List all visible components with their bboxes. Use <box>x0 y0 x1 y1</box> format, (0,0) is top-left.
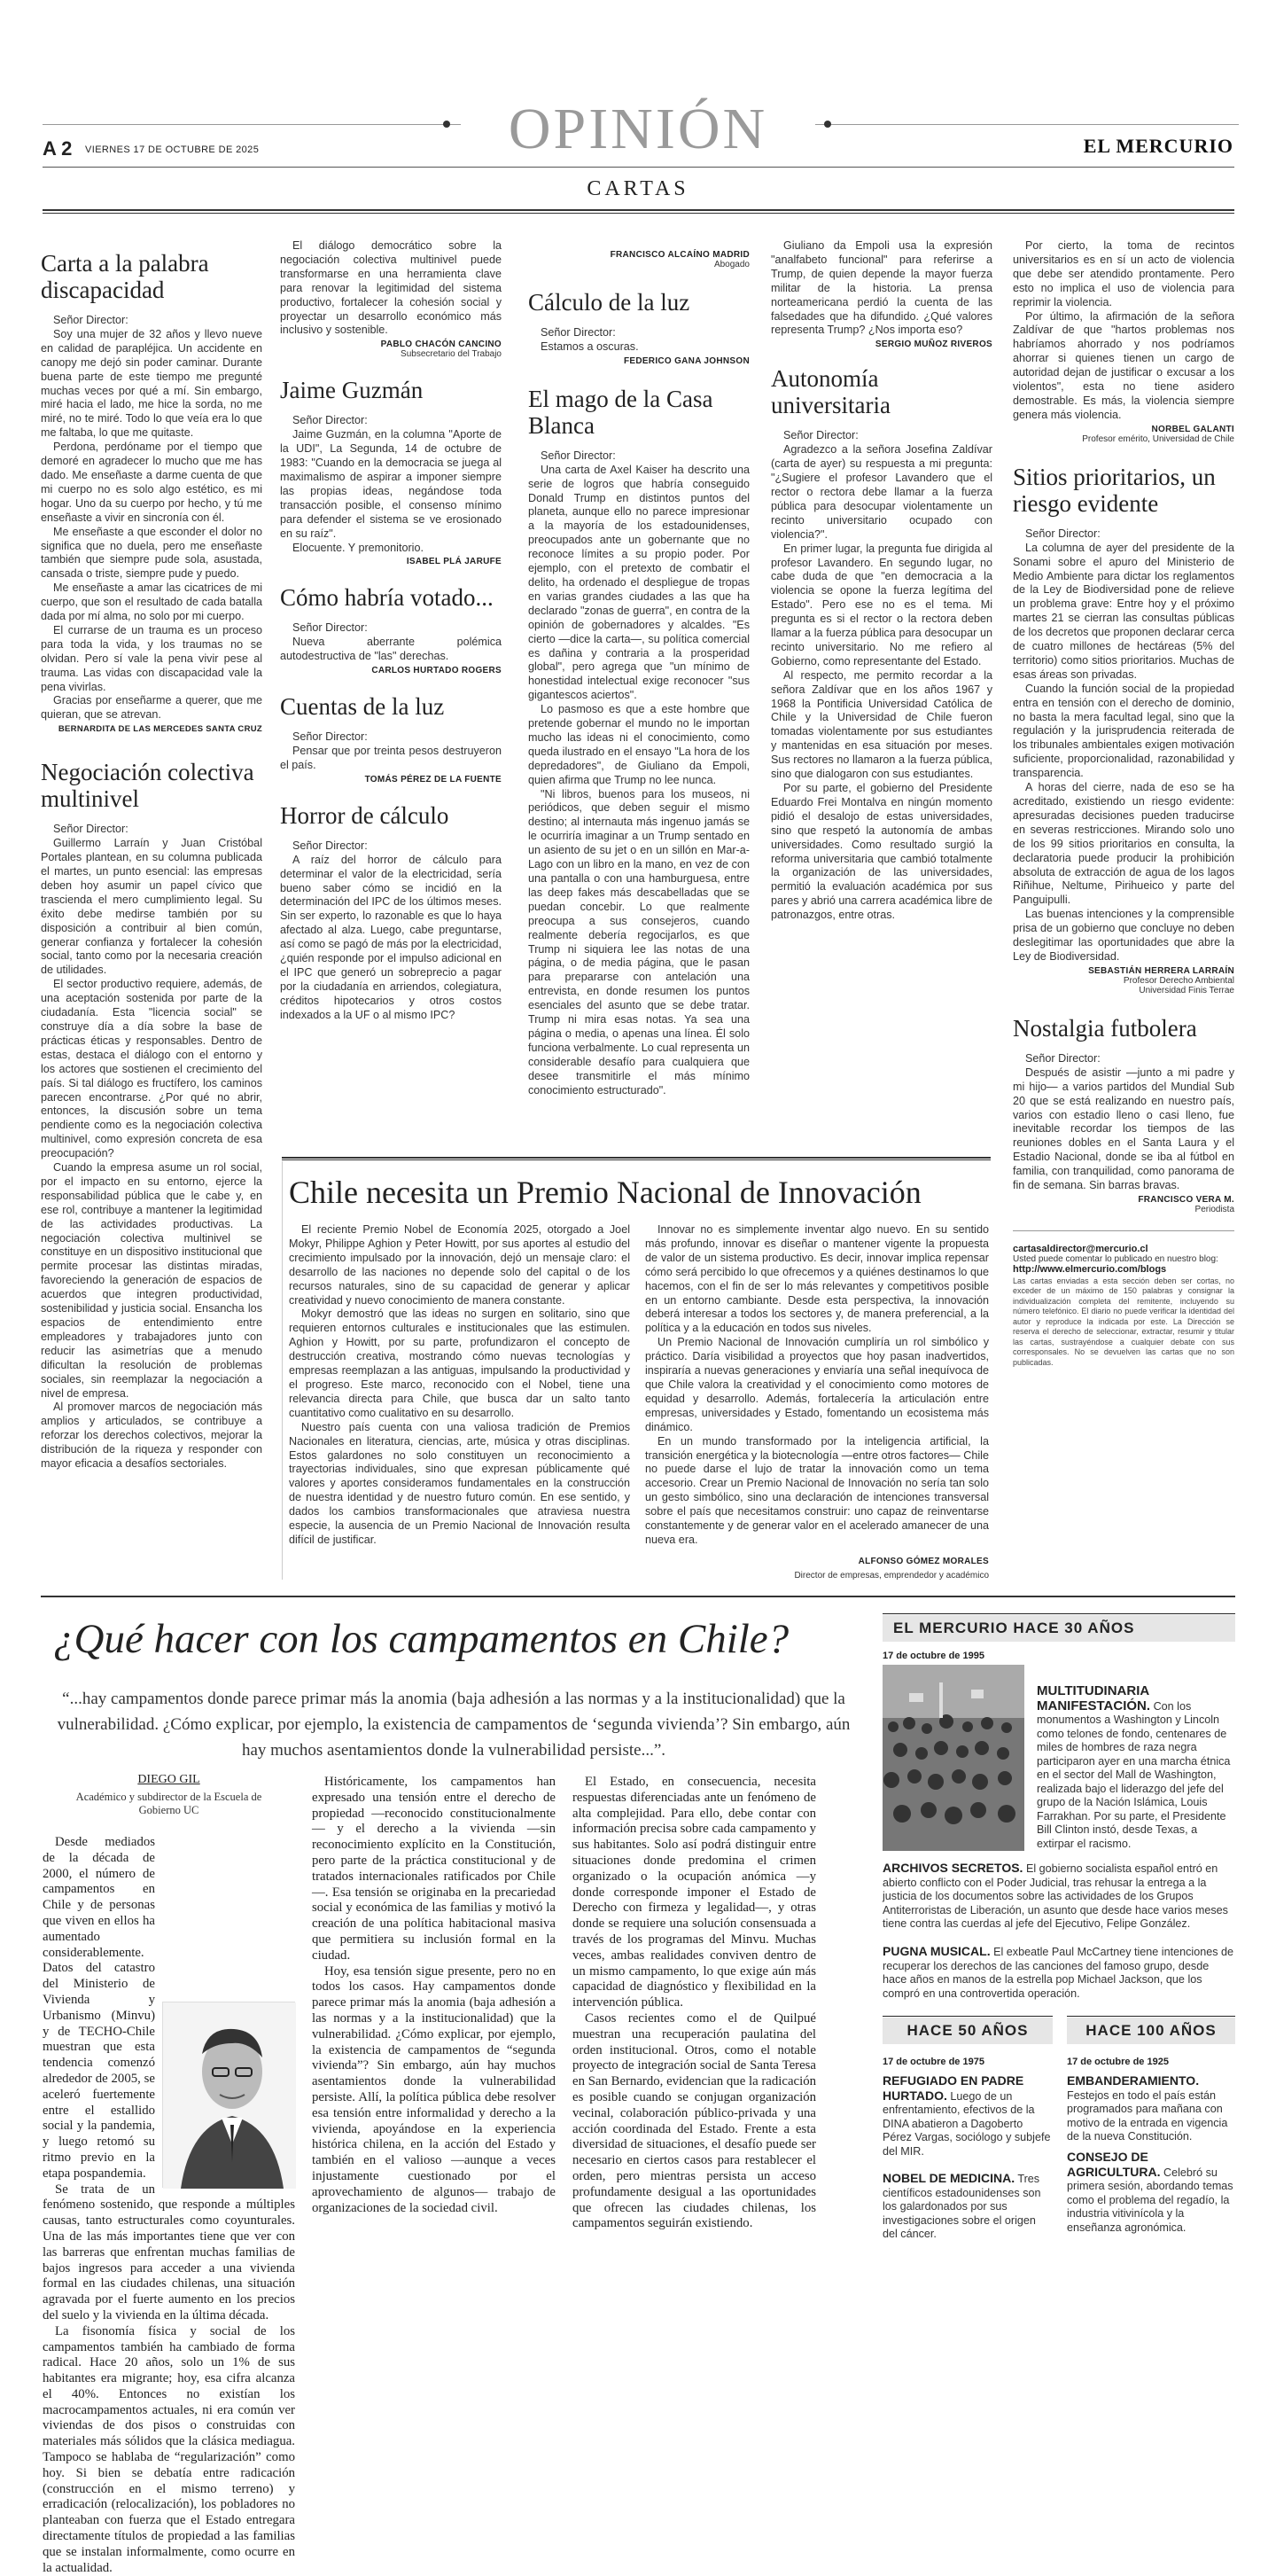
news-text: El exbeatle Paul McCartney tiene intenciones de recuperar los derechos de las canciones del famoso grupo, desde hace años en manos de la estrella pop Michael Jackson, que los compró en una controvertida operación. <box>883 1946 1234 2000</box>
news-text: Celebró su primera sesión, abordando temas como el problema del regadío, la industria vitivinícola y la enseñanza agronómica. <box>1067 2166 1233 2234</box>
news-title: REFUGIADO EN PADRE HURTADO. <box>883 2073 1024 2103</box>
column-author: DIEGO GIL <box>137 1773 200 1786</box>
paragraph: El reciente Premio Nobel de Economía 2025, otorgado a Joel Mokyr, Philippe Aghion y Peter Howitt, por sus aportes al estudio del crecimiento impulsado por la innovación, dejó un mensaje claro: el desarrollo de las naciones no depende solo del capital o de los recursos naturales, sino de su capacidad de generar y aplicar creatividad y nuevo conocimiento de manera constante. <box>289 1223 630 1307</box>
paragraph: Al respecto, me permito recordar a la señora Zaldívar que en los años 1967 y 1968 la Pontificia Universidad Católica de Chile y la Universidad de Chile fueron tomadas violentamente por sus estudiantes y mantenidas en esa situación por meses. Sus rectores no llamaron a la fuerza pública, sino que dialogaron con sus estudiantes. <box>771 668 992 781</box>
letter-greeting: Señor Director: <box>1025 1051 1101 1065</box>
crowd-photo-icon <box>883 1665 1024 1851</box>
news-text: El gobierno socialista español entró en abierto conflicto con el Poder Judicial, tras rehusar la entrega a la justicia de los documentos sobre las actividades de los Grupos Antiterroristas de Liberación, un asunto que desde hace varios meses tiene contra las cuerdas al jefe del Ejecutivo, Felipe González. <box>883 1862 1228 1930</box>
paragraph: Históricamente, los campamentos han expresado una tensión entre el derecho de propiedad —reconocido constitucionalmente— y el derecho a la vivienda —sin reconocimiento explícito en la Constitución, pero parte de la práctica constitucional y de tratados internacionales ratificados por Chile—. Esa tensión se originaba en la precariedad social y económica de las familias y motivó la creación de una política habitacional masiva que permitiera su inclusión formal en la ciudad. <box>312 1775 556 1963</box>
column-4 <box>771 239 992 1042</box>
page-date: VIERNES 17 DE OCTUBRE DE 2025 <box>85 144 260 155</box>
premio-col-1 <box>289 1223 630 1574</box>
column-body-1 <box>43 1835 295 2575</box>
letter-calculo <box>528 289 750 366</box>
paragraph: Mokyr demostró que las ideas no surgen en solitario, sino que requieren entornos culturales e institucionales que las estimulen. Aghion y Howitt, por su parte, profundizaron el concepto de destrucción creativa, mostrando cómo nuevas tecnologías y empresas reemplazan a las antiguas, impulsando la productividad y el progreso. Este marco, reconocido con el Nobel, tiene una relevancia directa para Chile, que busca dar un salto tanto cuantitativo como cualitativo en su desarrollo. <box>289 1308 630 1419</box>
hace50-date: 17 de octubre de 1975 <box>883 2057 984 2067</box>
premio-top-rule <box>282 1157 991 1159</box>
paragraph: Giuliano da Empoli usa la expresión "analfabeto funcional" para referirse a Trump, de quien depende la mayor fuerza militar de la historia. La prensa norteamericana perdió la cuenta de las falsedades que ha difundido. ¿Qué valores representa Trump? ¿Nos importa eso? <box>771 239 992 337</box>
subsection-rule-2 <box>43 213 1234 214</box>
letter-title: Cómo habría votado... <box>280 584 494 612</box>
paragraph: Gracias por enseñarme a querer, que me quieran, que se atrevan. <box>41 694 262 722</box>
letter-author: SERGIO MUÑOZ RIVEROS <box>875 340 992 350</box>
hace100-header: HACE 100 AÑOS <box>1067 2018 1235 2044</box>
paragraph: Estamos a oscuras. <box>541 340 639 353</box>
hace50-item-1 <box>883 2172 1053 2242</box>
paragraph: El Estado, en consecuencia, necesita respuestas diferenciadas ante un fenómeno de alta complejidad. Para ello, debe contar con información precisa sobre cada campamento y sus habitantes. Solo así podrá distinguir entre situaciones donde predomina el crimen organizado o la ocupación anómica —y donde corresponde imponer el Estado de Derecho con firmeza y legalidad—, y otras donde se requiere una solución consensuada a través de los programas del Minvu. Muchas veces, ambas realidades conviven dentro de un mismo campamento, lo que exige aún más capacidad de diagnóstico y flexibilidad en la intervención pública. <box>572 1775 816 2010</box>
paragraph: "Ni libros, buenos para los museos, ni periódicos, que deben seguir el mismo destino; al internauta más ingenuo jamás se le ocurriría imaginar a un Trump sentado en un asiento de su jet o en un sillón en Mar-a-Lago con un libro en la mano, en vez de con una pantalla o con una hamburguesa, entre las deep fakes más descabelladas que se puedan concebir. Lo que realmente preocupa a sus consejeros, cuando realmente debería regocijarlos, es que Trump ni siquiera lee las notas de una página, o de media página, que le pasan para prepararse con antelación una entrevista, en donde resumen los puntos esenciales del asunto que se debe tratar. Trump ni mira esas notas. Ya sea una página o media, o apenas una línea. Él solo funciona verbalmente. Lo cual representa un considerable desafío para cualquiera que desee transmitirle el más mínimo conocimiento estructurado". <box>528 787 750 1097</box>
letter-title: Autonomía universitaria <box>771 365 891 419</box>
section-title: OPINIÓN <box>461 96 815 163</box>
paragraph: Jaime Guzmán, en la columna "Aporte de la UDI", La Segunda, 14 de octubre de 1983: "Cuando en la democracia se juega al maximalismo de aspirar a imponer siempre las propias ideas, negándose toda transacción posible, el consenso mínimo para defender el sistema se ve erosionado en su raíz". <box>280 428 502 540</box>
paragraph: Por último, la afirmación de la señora Zaldívar de que "hartos problemas nos habríamos ahorrado y nos podríamos ahorrar si quienes tienen un cargo de autoridad dejan de justificar o excusar a los violentos", esta no tiene asidero demostrable. Es más, la violencia siempre genera más violencia. <box>1013 309 1234 421</box>
paragraph: Hoy, esa tensión sigue presente, pero no en todos los casos. Hay campamentos donde parece primar más la anomia (baja adhesión a las normas y a la institucionalidad) que la vulnerabilidad. ¿Cómo explicar, por ejemplo, la existencia de campamentos de “segunda vivienda”? Sin embargo, aún hay muchos asentamientos donde la vulnerabilidad persiste. Allí, la política pública debe resolver esa tensión entre informalidad y derecho a la vivienda, apoyándose en la experiencia histórica chilena, en la acción del Estado y también en el valioso —aunque a veces injustamente cuestionado por el aprovechamiento de algunos— trabajo de organizaciones de la sociedad civil. <box>312 1963 556 2215</box>
letter-title: Nostalgia futbolera <box>1013 1014 1197 1042</box>
author-portrait-icon <box>163 2002 296 2189</box>
page-number: A 2 <box>43 137 73 160</box>
letter-author-role: Profesor emérito, Universidad de Chile <box>1082 433 1234 444</box>
hace100-date: 17 de octubre de 1925 <box>1067 2057 1169 2067</box>
news-text: Tres científicos estadounidenses son los galardonados por sus investigaciones sobre el origen del cáncer. <box>883 2173 1041 2240</box>
paragraph: Por su parte, el gobierno del Presidente Eduardo Frei Montalva en ningún momento pidió el desalojo de estas universidades, sino que respetó la autonomía de ambas universidades. Como resultado surgió la reforma universitaria que cambió totalmente la organización de las universidades, permitió la evaluación académica por sus pares y abrió una carrera académica libre de patronazgos, entre otras. <box>771 782 992 922</box>
news-title: EMBANDERAMIENTO. <box>1067 2073 1200 2088</box>
letter-greeting: Señor Director: <box>292 621 368 635</box>
paragraph: Me enseñaste a que esconder el dolor no significa que no duela, pero me enseñaste también que siempre pude sola, asustada, cansada o triste, siempre pude y puedo. <box>41 525 262 581</box>
paragraph: La columna de ayer del presidente de la Sonami sobre el apuro del Ministerio de Medio Ambiente para dictar los reglamentos de la Ley de Biodiversidad pone de relieve un problema grave: Entre hoy y el próximo martes 21 se cierran las consultas públicas de los decretos que proponen declarar cerca de cuatro millones de hectáreas (5% del territorio) como sitios prioritarios. Muchas de esas áreas son privadas. <box>1013 541 1234 681</box>
newspaper-logo: EL MERCURIO <box>1083 135 1233 157</box>
letter-author-role: Periodista <box>1194 1204 1234 1214</box>
paragraph: El currarse de un trauma es un proceso para toda la vida, y los traumas no se olvidan. Pero sí vale la pena vivir pese al trauma. Las vidas con discapacidad vale la pena vivirlas. <box>41 623 262 693</box>
paragraph: Nuestro país cuenta con una valiosa tradición de Premios Nacionales en literatura, ciencias, arte, música y otras disciplinas. Estos galardones no solo constituyen un reconocimiento a trayectorias individuales, sino que expresan públicamente qué valores y aportes consideramos fundamentales en la construcción de nuestra identidad y de nuestro futuro común. En ese sentido, y dados los cambios transformacionales que atraviesa nuestra especie, la ausencia de un Premio Nacional de Innovación resulta difícil de justificar. <box>289 1420 630 1546</box>
letter-author: FEDERICO GANA JOHNSON <box>623 355 750 366</box>
letter-negociacion <box>41 759 262 1471</box>
letter-title: Jaime Guzmán <box>280 377 424 404</box>
hace30-rule <box>883 1613 1235 1614</box>
paragraph: Se trata de un fenómeno sostenido, que responde a múltiples causas, tanto estructurales como coyunturales. Una de las más importantes tiene que ver con las barreras que enfrentan muchas familias de bajos ingresos para acceder a una vivienda formal en las ciudades chilenas, una situación agravada por el fuerte aumento en los precios del suelo y la vivienda en la última década. <box>43 2182 295 2322</box>
letter-author: CARLOS HURTADO ROGERS <box>371 666 502 676</box>
letter-author: TOMÁS PÉREZ DE LA FUENTE <box>364 774 502 785</box>
contact-blog-text: Usted puede comentar lo publicado en nuestro blog: <box>1013 1253 1218 1264</box>
column-col-1 <box>43 1773 295 2575</box>
letter-guzman <box>280 377 502 566</box>
paragraph: El diálogo democrático sobre la negociación colectiva multinivel puede transformarse en una herramienta clave para renovar la legitimidad del sistema productivo, fortalecer la cohesión social y proyectar un desarrollo económico más inclusivo y sostenible. <box>280 239 502 337</box>
letter-greeting: Señor Director: <box>783 429 859 442</box>
paragraph: Al promover marcos de negociación más amplios y articulados, se contribuye a reforzar los derechos colectivos, mejorar la distribución de la riqueza y responder con mayor eficacia a desafíos sectoriales. <box>41 1401 262 1471</box>
paragraph: La fisonomía física y social de los campamentos también ha cambiado de forma radical. Hace 20 años, solo un 1% de sus habitantes era migrante; hoy, esa cifra alcanza el 40%. Entonces no existían los macrocampamentos actuales, ni era común ver viviendas de dos pisos o construidas con materiales más sólidos que la clásica mediagua. Tampoco se hablaba de “regularización” como hoy. Si bien se debatía entre radicación (construcción en el mismo terreno) y erradicación (relocalización), los pobladores no planteaban con fuerza que el Estado entregara directamente títulos de propiedad a las familias que se instalan informalmente, como ocurre en la actualidad. <box>43 2323 295 2575</box>
letter-greeting: Señor Director: <box>53 314 128 326</box>
premio-top-rule-2 <box>282 1159 991 1160</box>
hace30-photo <box>883 1665 1024 1851</box>
hace30-date: 17 de octubre de 1995 <box>883 1651 984 1661</box>
letter-author: PABLO CHACÓN CANCINO <box>380 340 502 350</box>
paragraph: Las buenas intenciones y la comprensible prisa de un gobierno que concluye no deben deslegitimar las oportunidades que abre la Ley de Biodiversidad. <box>1013 908 1234 963</box>
contact-email[interactable]: cartasaldirector@mercurio.cl <box>1013 1243 1148 1254</box>
paragraph: Nueva aberrante polémica autodestructiva de "las" derechas. <box>280 636 502 663</box>
contact-box <box>1013 1230 1234 1369</box>
letter-title: Negociación colectiva multinivel <box>41 759 254 813</box>
letter-greeting: Señor Director: <box>53 823 128 836</box>
letter-votado <box>280 584 502 675</box>
letter-title: Cuentas de la luz <box>280 693 445 721</box>
letter-author-role: Subsecretario del Trabajo <box>401 349 502 360</box>
hace30-item-1 <box>883 1862 1235 1932</box>
letter-author: ALFONSO GÓMEZ MORALES <box>858 1556 989 1566</box>
paragraph: El sector productivo requiere, además, de una aceptación sostenida por parte de la ciudadanía. Esta "licencia social" se construye día a día sobre la base de prácticas éticas y responsables. Dentro de estas, destaca el diálogo con el entorno y los actores que sostienen el crecimiento del país. Si tal diálogo es fructífero, los caminos parecen encontrarse. ¿Por qué no abrir, entonces, la discusión sobre un tema pendiente como es la negociación colectiva multinivel, como expresión concreta de esa preocupación? <box>41 978 262 1160</box>
hace50-header: HACE 50 AÑOS <box>883 2018 1053 2044</box>
paragraph: Después de asistir —junto a mi padre y mi hijo— a varios partidos del Mundial Sub 20 que se está realizando en nuestro país, varios con estadio lleno o casi lleno, fue inevitable recordar los tiempos de las reuniones dobles en el Santa Laura y el Estadio Nacional, donde se iba al fútbol en familia, con tranquilidad, como panorama de fin de semana. Sin barras bravas. <box>1013 1066 1234 1192</box>
letter-greeting: Señor Director: <box>292 839 368 852</box>
paragraph: En un mundo transformado por la inteligencia artificial, la transición energética y la biotecnología —entre otros factores— Chile no puede darse el lujo de tratar la innovación como un tema accesorio. Crear un Premio Nacional de Innovación no sería tan solo un gesto simbólico, sino una declaración de intenciones transversal sobre el país que necesitamos construir: uno capaz de reinventarse constantemente y de generar valor en el acelerado amanecer de una nueva era. <box>645 1434 989 1546</box>
letter-author: FRANCISCO VERA M. <box>1138 1194 1234 1205</box>
paragraph: Elocuente. Y premonitorio. <box>292 541 424 554</box>
paragraph: Pensar que por treinta pesos destruyeron el país. <box>280 745 502 771</box>
header-dot-right <box>824 121 831 128</box>
letter-mago <box>528 386 750 1194</box>
letter-author-role: Profesor Derecho Ambiental Universidad Finis Terrae <box>1123 975 1234 995</box>
paragraph: En primer lugar, la pregunta fue dirigida al profesor Lavandero. En segundo lugar, no cabe duda de que "en democracia a la violencia se opone la fuerza legítima del Estado". Pero ese no es el tema. Mi pregunta es si el rector o la rectora deben llamar a la fuerza pública para desocupar un recinto universitario. No me refiero al Gobierno, como representante del Estado. <box>771 542 992 667</box>
news-text: Festejos en todo el país están programados para mañana con motivo de la entrada en vigencia de la nueva Constitución. <box>1067 2088 1228 2143</box>
news-text: Luego de un enfrentamiento, efectivos de la DINA abatieron a Dagoberto Pérez Vargas, sociólogo y subjefe del MIR. <box>883 2089 1051 2158</box>
subsection-rule <box>43 209 1234 211</box>
column-1 <box>41 250 262 1471</box>
paragraph: Me enseñaste a amar las cicatrices de mi cuerpo, que son el resultado de cada batalla dada por mí alma, no solo por mi cuerpo. <box>41 582 262 623</box>
column-col-2 <box>312 1775 556 2216</box>
letter-author-role: Director de empresas, emprendedor y académico <box>794 1570 989 1581</box>
hace100-item-0 <box>1067 2074 1235 2144</box>
bottom-section-rule <box>41 1596 1235 1597</box>
hace30-item-2 <box>883 1945 1235 2001</box>
author-photo <box>162 2002 295 2188</box>
hace50-rule <box>883 2016 1053 2017</box>
column-author-role: Académico y subdirector de la Escuela de Gobierno UC <box>75 1791 262 1816</box>
column-lead: “...hay campamentos donde parece primar más la anomia (baja adhesión a las normas y a la institucionalidad) que la vulnerabilidad. ¿Cómo explicar, por ejemplo, la existencia de campamentos de ‘segunda vivienda’? Sin embargo, aún hay muchos asentamientos donde la vulnerabilidad persiste...”. <box>57 1690 851 1760</box>
subsection-title: CARTAS <box>587 177 689 200</box>
header-rule <box>43 167 1234 168</box>
letter-title: Sitios prioritarios, un riesgo evidente <box>1013 463 1216 517</box>
hace30-header: EL MERCURIO HACE 30 AÑOS <box>883 1615 1235 1642</box>
letter-title: Horror de cálculo <box>280 801 449 829</box>
column-3 <box>528 248 750 1194</box>
paragraph: Agradezco a la señora Josefina Zaldívar (carta de ayer) su respuesta a mi pregunta: "¿Sugiere el profesor Lavandero que el rector o rectora debe llamar a la fuerza pública para desocupar violentamente un recinto universitario ocupado con violencia?". <box>771 443 992 541</box>
paragraph: Perdona, perdóname por el tiempo que demoré en agradecer lo mucho que me has dado. Me enseñaste a darme cuenta de que mi cuerpo no es solo algo estético, es mi hogar. Uno da su cuerpo por hecho, y tú me enseñaste a vivir en sincronía con él. <box>41 441 262 524</box>
letter-greeting: Señor Director: <box>292 414 368 427</box>
contact-notes: Las cartas enviadas a esta sección deben ser cortas, no exceder de un máximo de 150 palabras y consignar la individualización completa del remitente, incluyendo su número telefónico. El diario no puede verificar la identidad del autor y reproduce la indicada por este. La Dirección se reserva el derecho de seleccionar, extractar, resumir y titular las cartas, sustrayéndose a cualquier debate con sus corresponsales. No se devuelven las cartas que no son publicadas. <box>1013 1276 1234 1367</box>
header-dot-left <box>443 121 450 128</box>
news-text: Con los monumentos a Washington y Lincoln como telones de fondo, centenares de miles de hombres de raza negra participaron ayer en una marcha étnica en el sector del Mall de Washington, realizada bajo el liderazgo del jefe del grupo de la Nación Islámica, Louis Farrakhan. Por su parte, el Presidente Bill Clinton instó, desde Texas, a extirpar el racismo. <box>1037 1699 1231 1850</box>
letter-greeting: Señor Director: <box>292 730 368 744</box>
paragraph: Innovar no es simplemente inventar algo nuevo. En su sentido más profundo, innovar es diseñar o mantener vigente la propuesta de valor de un sistema productivo. Es decir, innovar implica repensar cómo será percibido lo que ofrecemos y a quiénes destinamos lo que hacemos, con el fin de ser lo más relevantes y competitivos posible en un entorno cambiante. Desde esta perspectiva, la innovación deberá interesar a todos los sectores y, de manera preferencial, a la política y a la educación en todos sus niveles. <box>645 1223 989 1335</box>
premio-col-2 <box>645 1223 989 1583</box>
paragraph: Casos recientes como el de Quilpué muestran una recuperación paulatina del orden institucional. Otros, como el notable proyecto de integración social de Santa Teresa en San Bernardo, evidencian que la radicación es posible cuando se conjugan organización vecinal, colaboración público-privada y una acción coordinada del Estado. Frente a esta diversidad de situaciones, el desafío puede ser necesario en ciertos casos para restablecer el orden, pero mientras persista un acceso profundamente desigual a las oportunidades que ofrecen las ciudades chilenas, los campamentos seguirán existiendo. <box>572 2010 816 2231</box>
column-5 <box>1013 239 1234 1368</box>
letter-title: Cálculo de la luz <box>528 289 690 316</box>
contact-blog-link[interactable]: http://www.elmercurio.com/blogs <box>1013 1263 1167 1275</box>
paragraph: Lo pasmoso es que a este hombre que pretende gobernar el mundo no le importan mucho las ideas ni el conocimiento, como queda ilustrado en el ensayo "La hora de los depredadores", de Giuliano da Empoli, quien afirma que Trump no lee nunca. <box>528 703 750 786</box>
column-col-3 <box>572 1775 816 2232</box>
hace100-rule <box>1067 2016 1235 2017</box>
letter-title: El mago de la Casa Blanca <box>528 385 713 439</box>
paragraph: Un Premio Nacional de Innovación cumpliría un rol simbólico y práctico. Daría visibilidad a proyectos que hoy pasan inadvertidos, inspiraría a nuevas generaciones y enviaría una señal inequívoca de que Chile valora la creatividad y el conocimiento como motores de equidad y desarrollo. Además, fortalecería la articulación entre empresas, universidades y Estado, fomentando un ecosistema más dinámico. <box>645 1336 989 1433</box>
hace30-item-0 <box>1037 1684 1235 1851</box>
news-title: ARCHIVOS SECRETOS. <box>883 1861 1023 1875</box>
paragraph: Desde mediados de la década de 2000, el número de campamentos en Chile y de personas que viven en ellos ha aumentado considerablemente. Datos del catastro del Ministerio de Vivienda y Urbanismo (Minvu) y de TECHO-Chile muestran que esta tendencia comenzó alrededor de 2005, se aceleró fuertemente entre el estallido social y la pandemia, y luego retomó su ritmo previo en la etapa pospandemia. <box>43 1835 155 2181</box>
letter-sitios <box>1013 464 1234 995</box>
hace50-item-0 <box>883 2074 1053 2158</box>
paragraph: Cuando la función social de la propiedad entra en tensión con el derecho de dominio, no basta la mera facultad legal, sino que la regulación y la jurisprudencia reiterada de los tribunales ambientales exigen motivación suficiente, proporcionalidad, razonabilidad y transparencia. <box>1013 682 1234 780</box>
letter-title: Carta a la palabra discapacidad <box>41 250 209 303</box>
letter-author: ISABEL PLÁ JARUFE <box>406 557 502 567</box>
paragraph: Por cierto, la toma de recintos universitarios es en sí un acto de violencia que debe ser atendido prontamente. Pero esto no implica el uso de violencia para reprimir la violencia. <box>1013 239 1234 308</box>
news-title: MULTITUDINARIA MANIFESTACIÓN. <box>1037 1683 1151 1713</box>
paragraph: Una carta de Axel Kaiser ha descrito una serie de logros que habría conseguido Donald Trump en distintos puntos del planeta, aunque ello no parece impresionar a la mayoría de los estadounidenses, preocupados ante un gobernante que no reconoce límites a su propio poder. Por ejemplo, con el pretexto de combatir el delito, ha ordenado el despliegue de tropas en varias grandes ciudades a las que ha declarado "zonas de guerra", en contra de la opinión de gobernadores y alcaldes. "Es cierto —dice la carta—, su política comercial es dañina y contraria a la prosperidad global", pero agrega que "un mínimo de honestidad intelectual exige reconocer "sus gigantescos aciertos". <box>528 463 750 702</box>
letter-author: NORBEL GALANTI <box>1151 424 1234 434</box>
paragraph: A horas del cierre, nada de eso se ha acreditado, existiendo un riesgo evidente: apresuradas decisiones pueden traducirse en severas restricciones. Mirando solo uno de los 99 sitios prioritarios en consulta, la declaratoria puede producir la prohibición absoluta de extracción de agua de los lagos Riñihue, Neltume, Pirihueico y parte del Panguipulli. <box>1013 781 1234 907</box>
hace100-item-1 <box>1067 2151 1235 2235</box>
letter-greeting: Señor Director: <box>1025 527 1101 540</box>
news-title: CONSEJO DE AGRICULTURA. <box>1067 2150 1161 2179</box>
premio-title: Chile necesita un Premio Nacional de Innovación <box>289 1175 922 1210</box>
paragraph: Guillermo Larraín y Juan Cristóbal Portales plantean, en su columna publicada el martes, un punto esencial: las empresas deben hoy asumir un papel cívico que trascienda el mero cumplimiento legal. Su éxito debe medirse también por su disposición a contribuir al bien común, generar confianza y fortalecer la cohesión social, tanto como por la necesaria creación de utilidades. <box>41 837 262 977</box>
letter-author: SEBASTIÁN HERRERA LARRAÍN <box>1088 965 1234 976</box>
column-2 <box>280 239 502 1021</box>
paragraph: A raíz del horror de cálculo para determinar el valor de la electricidad, sería bueno saber cómo se incidió en la determinación del IPC de los últimos meses. Sin ser experto, lo razonable es que lo haya afectado al alza. Luego, cabe preguntarse, así como se pagó de más por la electricidad, ¿quién responde por el impulso adicional en el IPC que generó un sobreprecio a pagar por la ciudadanía en arriendos, colegiatura, créditos hipotecarios y otros costos indexados a la UF o al mismo IPC? <box>280 853 502 1021</box>
letter-horror <box>280 801 502 1021</box>
letter-greeting: Señor Director: <box>541 449 616 462</box>
premio-left-rule <box>282 1161 283 1580</box>
letter-greeting: Señor Director: <box>541 326 616 339</box>
column-title: ¿Qué hacer con los campamentos en Chile? <box>53 1616 790 1662</box>
letter-author: BERNARDITA DE LAS MERCEDES SANTA CRUZ <box>58 724 262 735</box>
letter-autonomia <box>771 365 992 1042</box>
letter-author: FRANCISCO ALCAÍNO MADRID <box>610 250 750 260</box>
letter-cuentas <box>280 693 502 785</box>
letter-palabra <box>41 250 262 734</box>
paragraph: Soy una mujer de 32 años y llevo nueve en calidad de parapléjica. Un accidente en canopy me dejó sin poder caminar. Durante buena parte de este tiempo me pregunté muchas veces por qué a mí. Sin embargo, miré hacia el lado, me hice la sorda, no me miré, no te miré. Todo lo que veía era lo que me faltaba, lo que me quitaste. <box>41 327 262 440</box>
news-title: PUGNA MUSICAL. <box>883 1944 991 1958</box>
letter-author-role: Abogado <box>713 260 750 269</box>
letter-nostalgia <box>1013 1015 1234 1214</box>
news-title: NOBEL DE MEDICINA. <box>883 2171 1015 2185</box>
paragraph: Cuando la empresa asume un rol social, por el impacto en su entorno, ejerce la responsabilidad pública que le cabe y, en ese rol, contribuye a mantener la legitimidad de las actividades productivas. La negociación colectiva multinivel se constituye en un dispositivo institucional que permite procesar las distintas miradas, favoreciendo la generación de espacios de acuerdos que integren productividad, sostenibilidad y justicia social. Ensancha los espacios de entendimiento entre empleadores y trabajadores junto con reducir las asimetrías que a menudo dificultan la resolución de problemas sociales, sin reemplazar la negociación a nivel de empresa. <box>41 1161 262 1400</box>
